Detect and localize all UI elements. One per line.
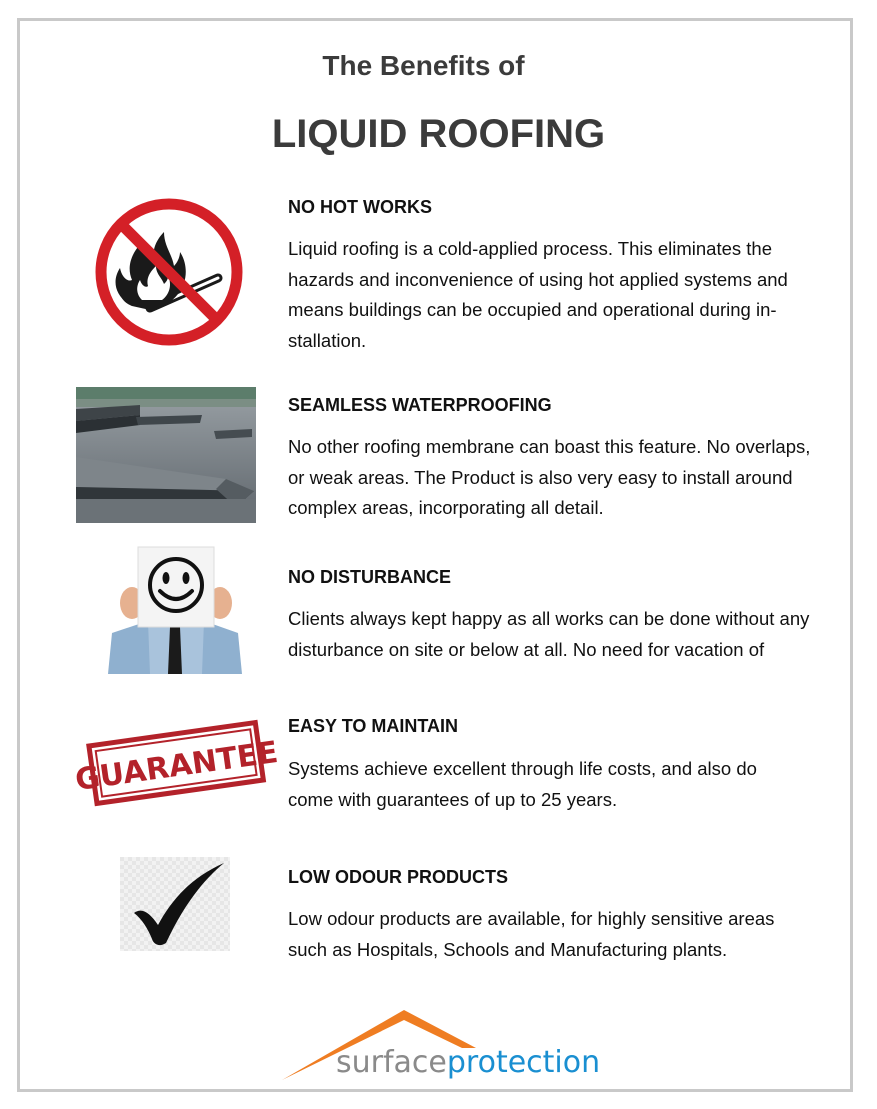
text-line: Clients always kept happy as all works can be done without any [288,608,810,629]
guarantee-stamp-icon [73,712,281,812]
text-line: stallation. [288,329,367,351]
text-line: hazards and inconvenience of using hot applied systems and [288,268,788,290]
section-heading-no-hot-works: NO HOT WORKS [288,197,432,217]
section-heading-seamless-waterproofing: SEAMLESS WATERPROOFING [288,395,552,415]
section-text-low-odour-products [288,904,774,965]
text-line: No other roofing membrane can boast this feature. No overlaps, [288,436,811,457]
surface-protection-logo [280,1006,600,1086]
section-heading-low-odour-products: LOW ODOUR PRODUCTS [288,867,508,887]
text-line: Systems achieve excellent through life costs, and also do [288,758,757,779]
text-line: complex areas, incorporating all detail. [288,497,604,518]
text-line: means buildings can be occupied and operational during in- [288,299,777,320]
section-text-no-hot-works [288,234,788,356]
section-text-no-disturbance [288,604,809,665]
text-line: come with guarantees of up to 25 years. [288,788,618,810]
text-line: Low odour products are available, for highly sensitive areas [288,908,775,929]
logo-text-surface: surface [336,1045,447,1080]
stamp-text: GUARANTEE [73,734,281,798]
page-title: LIQUID ROOFING [271,112,606,156]
checkmark-icon [120,857,230,951]
text-line: such as Hospitals, Schools and Manufacturing plants. [288,938,728,960]
logo-text [336,1045,600,1080]
smiley-sign-icon [108,547,242,674]
logo-text-protection: protection [446,1045,601,1080]
no-fire-icon [92,196,246,348]
section-heading-easy-to-maintain: EASY TO MAINTAIN [288,716,459,736]
text-line: disturbance on site or below at all. No need for vacation of [288,638,765,660]
section-text-easy-to-maintain [288,754,757,815]
text-line: or weak areas. The Product is also very easy to install around [288,466,793,488]
roof-photo-icon [76,387,256,523]
text-line: Liquid roofing is a cold-applied process. This eliminates the [288,238,773,259]
section-heading-no-disturbance: NO DISTURBANCE [288,567,452,587]
section-text-seamless-waterproofing [288,432,810,524]
title-line-1: The Benefits of [322,50,525,81]
